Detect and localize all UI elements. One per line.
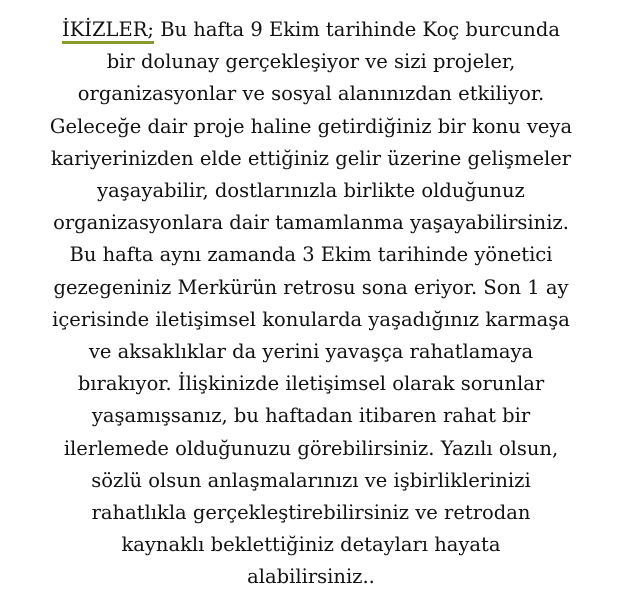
text-line: kariyerinizden elde ettiğiniz gelir üzerine gelişmeler: [50, 146, 572, 170]
text-line: alabilirsiniz..: [247, 565, 375, 589]
text-line: yaşayabilir, dostlarınızla birlikte olduğunuz: [97, 179, 525, 203]
text-line: organizasyonlara dair tamamlanma yaşayabilirsiniz.: [53, 211, 569, 235]
sign-heading: İKİZLER;: [62, 18, 154, 41]
text-line: [0, 14, 622, 46]
text-line: Bu hafta aynı zamanda 3 Ekim tarihinde yönetici: [69, 243, 553, 267]
horoscope-text-block: [0, 14, 622, 594]
text-line: kaynaklı beklettiğiniz detayları hayata: [121, 533, 501, 557]
text-line: gezegeniniz Merkürün retrosu sona eriyor. Son 1 ay: [53, 275, 569, 299]
text-line: içerisinde iletişimsel konularda yaşadığınız karmaşa: [52, 307, 570, 331]
text-line: organizasyonlar ve sosyal alanınızdan etkiliyor.: [77, 82, 545, 106]
text-line: yaşamışsanız, bu haftadan itibaren rahat bir: [91, 404, 531, 428]
first-line-text: Bu hafta 9 Ekim tarihinde Koç burcunda: [154, 18, 560, 41]
text-line: ve aksaklıklar da yerini yavaşça rahatlamaya: [88, 340, 534, 364]
text-line: bırakıyor. İlişkinizde iletişimsel olarak sorunlar: [77, 372, 545, 396]
text-line: bir dolunay gerçekleşiyor ve sizi projeler,: [106, 50, 516, 74]
text-line: Geleceğe dair proje haline getirdiğiniz bir konu veya: [49, 114, 573, 138]
text-line: sözlü olsun anlaşmalarınızı ve işbirliklerinizi: [91, 468, 531, 492]
text-line: ilerlemede olduğunuzu görebilirsiniz. Yazılı olsun,: [63, 436, 559, 460]
text-line: rahatlıkla gerçekleştirebilirsiniz ve retrodan: [91, 501, 531, 525]
